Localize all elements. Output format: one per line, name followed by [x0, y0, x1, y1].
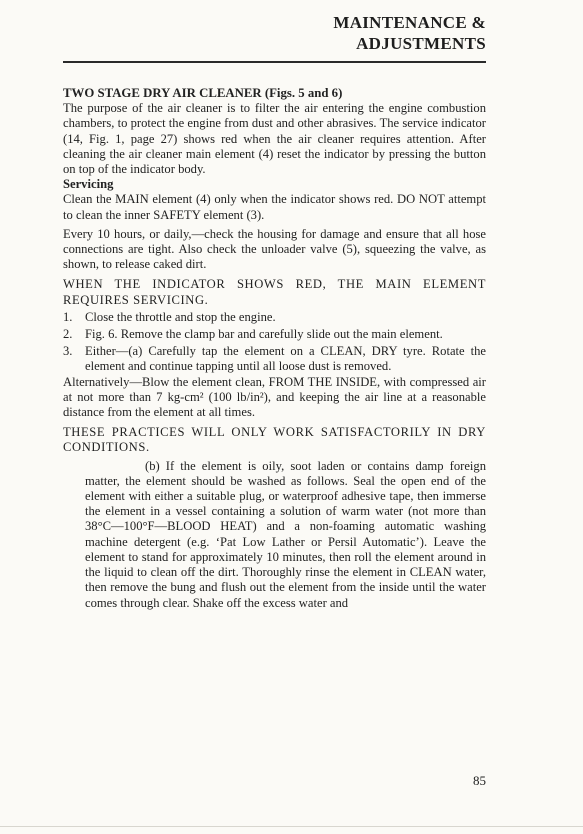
step-text: Close the throttle and stop the engine. [85, 309, 276, 324]
step-text: Either—(a) Carefully tap the element on a CLEAN, DRY tyre. Rotate the element and continue tapping until all loose dust is removed. [85, 344, 486, 374]
step-number: 1. [63, 309, 73, 324]
list-item [63, 344, 486, 374]
washing-procedure: (b) If the element is oily, soot laden or contains damp foreign matter, the element should be washed as follows. Seal the open end of the element with either a suitable plug, or waterproof adhesive tape, then immerse the element in a vessel containing a solution of warm water (not more than 38°C—100°F—BLOOD HEAT) and a non-foaming automatic washing machine detergent (e.g. ‘Pat Low Lather or Persil Automatic’). Leave the element to stand for approximately 10 minutes, then roll the element around in the liquid to clean off the dirt. Thoroughly rinse the element in CLEAN water, then remove the bung and flush out the element from the inside until the water comes through clear. Shake off the excess water and [85, 458, 486, 610]
section-title: TWO STAGE DRY AIR CLEANER (Figs. 5 and 6) [63, 86, 343, 100]
servicing-heading: Servicing [63, 177, 114, 192]
servicing-steps [63, 310, 486, 375]
step-text: Fig. 6. Remove the clamp bar and carefully slide out the main element. [85, 327, 443, 342]
servicing-paragraph-2: Every 10 hours, or daily,—check the housing for damage and ensure that all hose connections are tight. Also check the unloader valve (5), squeezing the valve, as shown, to release caked dirt. [63, 226, 486, 272]
page-edge [0, 826, 583, 827]
page-content [63, 86, 486, 611]
dry-conditions-warning: THESE PRACTICES WILL ONLY WORK SATISFACTORILY IN DRY CONDITIONS. [63, 425, 486, 455]
servicing-paragraph-1: Clean the MAIN element (4) only when the indicator shows red. DO NOT attempt to clean the inner SAFETY element (3). [63, 192, 486, 222]
header-line-1: MAINTENANCE & [333, 13, 486, 32]
list-item [63, 327, 486, 342]
indicator-notice: WHEN THE INDICATOR SHOWS RED, THE MAIN ELEMENT REQUIRES SERVICING. [63, 277, 486, 307]
alternative-method: Alternatively—Blow the element clean, FROM THE INSIDE, with compressed air at not more than 7 kg-cm² (100 lb/in²), and keeping the air line at a reasonable distance from the element at all times. [63, 374, 486, 420]
list-item [63, 310, 486, 325]
header-divider [63, 61, 486, 63]
step-number: 2. [63, 327, 73, 342]
header-line-2: ADJUSTMENTS [356, 34, 486, 53]
page-header [333, 12, 486, 54]
step-number: 3. [63, 344, 73, 359]
section-intro: The purpose of the air cleaner is to filter the air entering the engine combustion chambers, to protect the engine from dust and other abrasives. The service indicator (14, Fig. 1, page 27) shows red when the air cleaner requires attention. After cleaning the air cleaner main element (4) reset the indicator by pressing the button on top of the indicator body. [63, 101, 486, 177]
page-number: 85 [473, 773, 486, 788]
